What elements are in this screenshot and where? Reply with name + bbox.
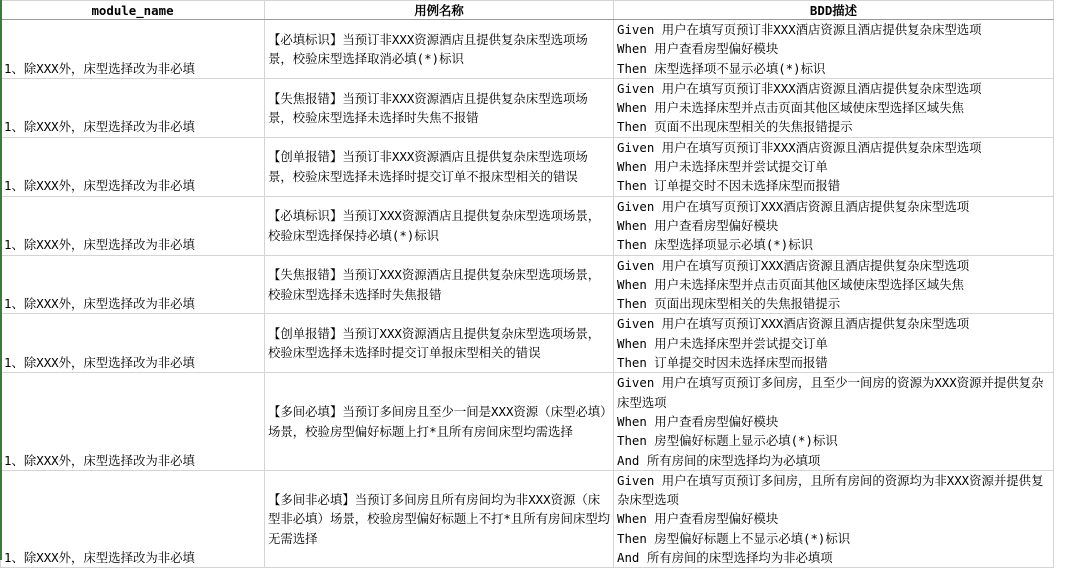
bdd-step-line: Given 用户在填写页预订XXX酒店资源且酒店提供复杂床型选项	[617, 257, 970, 273]
sheet-left-edge	[0, 0, 2, 560]
bdd-step-line: When 用户未选择床型并点击页面其他区域使床型选择区域失焦	[617, 276, 965, 292]
bdd-step-line: Then 床型选择项不显示必填(*)标识	[617, 60, 826, 76]
case-name-cell[interactable]: 【必填标识】当预订XXX资源酒店且提供复杂床型选项场景，校验床型选择保持必填(*)标识	[265, 196, 614, 255]
case-name-cell[interactable]: 【多间必填】当预订多间房且至少一间是XXX资源（床型必填）场景，校验房型偏好标题上打*且所有房间床型均需选择	[265, 373, 614, 470]
bdd-step-line: Then 订单提交时不因未选择床型而报错	[617, 178, 841, 194]
table-row	[1, 255, 1054, 314]
case-name-cell[interactable]: 【创单报错】当预订非XXX资源酒店且提供复杂床型选项场景，校验床型选择未选择时提交订单不报床型相关的错误	[265, 137, 614, 196]
bdd-step-line: Given 用户在填写页预订非XXX酒店资源且酒店提供复杂床型选项	[617, 22, 982, 37]
case-name-cell[interactable]: 【创单报错】当预订XXX资源酒店且提供复杂床型选项场景，校验床型选择未选择时提交订单报床型相关的错误	[265, 314, 614, 373]
header-case-name[interactable]: 用例名称	[265, 1, 614, 20]
bdd-cell[interactable]	[614, 314, 1054, 373]
bdd-step-line: Then 订单提交时因未选择床型而报错	[617, 355, 828, 371]
bdd-step-line: When 用户查看房型偏好模块	[617, 413, 779, 429]
table-row	[1, 470, 1054, 567]
table-body	[1, 20, 1054, 568]
case-name-cell[interactable]: 【必填标识】当预订非XXX资源酒店且提供复杂床型选项场景，校验床型选择取消必填(*)标识	[265, 20, 614, 79]
module-name-cell[interactable]: 1、除XXX外，床型选择改为非必填	[1, 255, 265, 314]
header-row	[1, 1, 1054, 20]
bdd-step-line: Then 房型偏好标题上不显示必填(*)标识	[617, 530, 851, 546]
table-row	[1, 314, 1054, 373]
bdd-cell[interactable]	[614, 137, 1054, 196]
table-row	[1, 196, 1054, 255]
bdd-step-line: Given 用户在填写页预订XXX酒店资源且酒店提供复杂床型选项	[617, 316, 970, 332]
bdd-step-line: Given 用户在填写页预订非XXX酒店资源且酒店提供复杂床型选项	[617, 139, 982, 155]
bdd-cell[interactable]	[614, 373, 1054, 470]
header-module-name[interactable]: module_name	[1, 1, 265, 20]
bdd-cell[interactable]	[614, 78, 1054, 137]
case-name-cell[interactable]: 【失焦报错】当预订非XXX资源酒店且提供复杂床型选项场景，校验床型选择未选择时失焦不报错	[265, 78, 614, 137]
bdd-step-line: Then 床型选择项显示必填(*)标识	[617, 237, 813, 253]
module-name-cell[interactable]: 1、除XXX外，床型选择改为非必填	[1, 78, 265, 137]
bdd-cell[interactable]	[614, 196, 1054, 255]
bdd-step-line: And 所有房间的床型选择均为非必填项	[617, 550, 833, 566]
bdd-cell[interactable]	[614, 470, 1054, 567]
bdd-step-line: Then 房型偏好标题上显示必填(*)标识	[617, 433, 838, 449]
bdd-step-line: Given 用户在填写页预订多间房，且所有房间的资源均为非XXX资源并提供复杂床型选项	[617, 472, 1044, 508]
module-name-cell[interactable]: 1、除XXX外，床型选择改为非必填	[1, 137, 265, 196]
bdd-step-line: Given 用户在填写页预订多间房，且至少一间房的资源为XXX资源并提供复杂床型选项	[617, 375, 1044, 410]
table-row	[1, 373, 1054, 470]
bdd-step-line: When 用户查看房型偏好模块	[617, 511, 779, 527]
table-row	[1, 20, 1054, 79]
case-name-cell[interactable]: 【失焦报错】当预订XXX资源酒店且提供复杂床型选项场景，校验床型选择未选择时失焦报错	[265, 255, 614, 314]
table-row	[1, 78, 1054, 137]
module-name-cell[interactable]: 1、除XXX外，床型选择改为非必填	[1, 20, 265, 79]
bdd-step-line: And 所有房间的床型选择均为必填项	[617, 452, 821, 468]
case-name-cell[interactable]: 【多间非必填】当预订多间房且所有房间均为非XXX资源（床型非必填）场景，校验房型偏好标题上不打*且所有房间床型均无需选择	[265, 470, 614, 567]
bdd-step-line: When 用户未选择床型并尝试提交订单	[617, 335, 828, 351]
bdd-step-line: Then 页面出现床型相关的失焦报错提示	[617, 296, 841, 312]
header-bdd[interactable]: BDD描述	[614, 1, 1054, 20]
bdd-step-line: Given 用户在填写页预订非XXX酒店资源且酒店提供复杂床型选项	[617, 80, 982, 96]
module-name-cell[interactable]: 1、除XXX外，床型选择改为非必填	[1, 196, 265, 255]
bdd-cell[interactable]	[614, 20, 1054, 79]
bdd-step-line: Then 页面不出现床型相关的失焦报错提示	[617, 119, 853, 135]
module-name-cell[interactable]: 1、除XXX外，床型选择改为非必填	[1, 373, 265, 470]
bdd-step-line: When 用户查看房型偏好模块	[617, 217, 779, 233]
module-name-cell[interactable]: 1、除XXX外，床型选择改为非必填	[1, 470, 265, 567]
table-row	[1, 137, 1054, 196]
bdd-cell[interactable]	[614, 255, 1054, 314]
bdd-step-line: When 用户未选择床型并尝试提交订单	[617, 159, 828, 175]
bdd-step-line: When 用户未选择床型并点击页面其他区域使床型选择区域失焦	[617, 100, 965, 116]
bdd-step-line: Given 用户在填写页预订XXX酒店资源且酒店提供复杂床型选项	[617, 198, 970, 214]
bdd-step-line: When 用户查看房型偏好模块	[617, 41, 779, 57]
module-name-cell[interactable]: 1、除XXX外，床型选择改为非必填	[1, 314, 265, 373]
